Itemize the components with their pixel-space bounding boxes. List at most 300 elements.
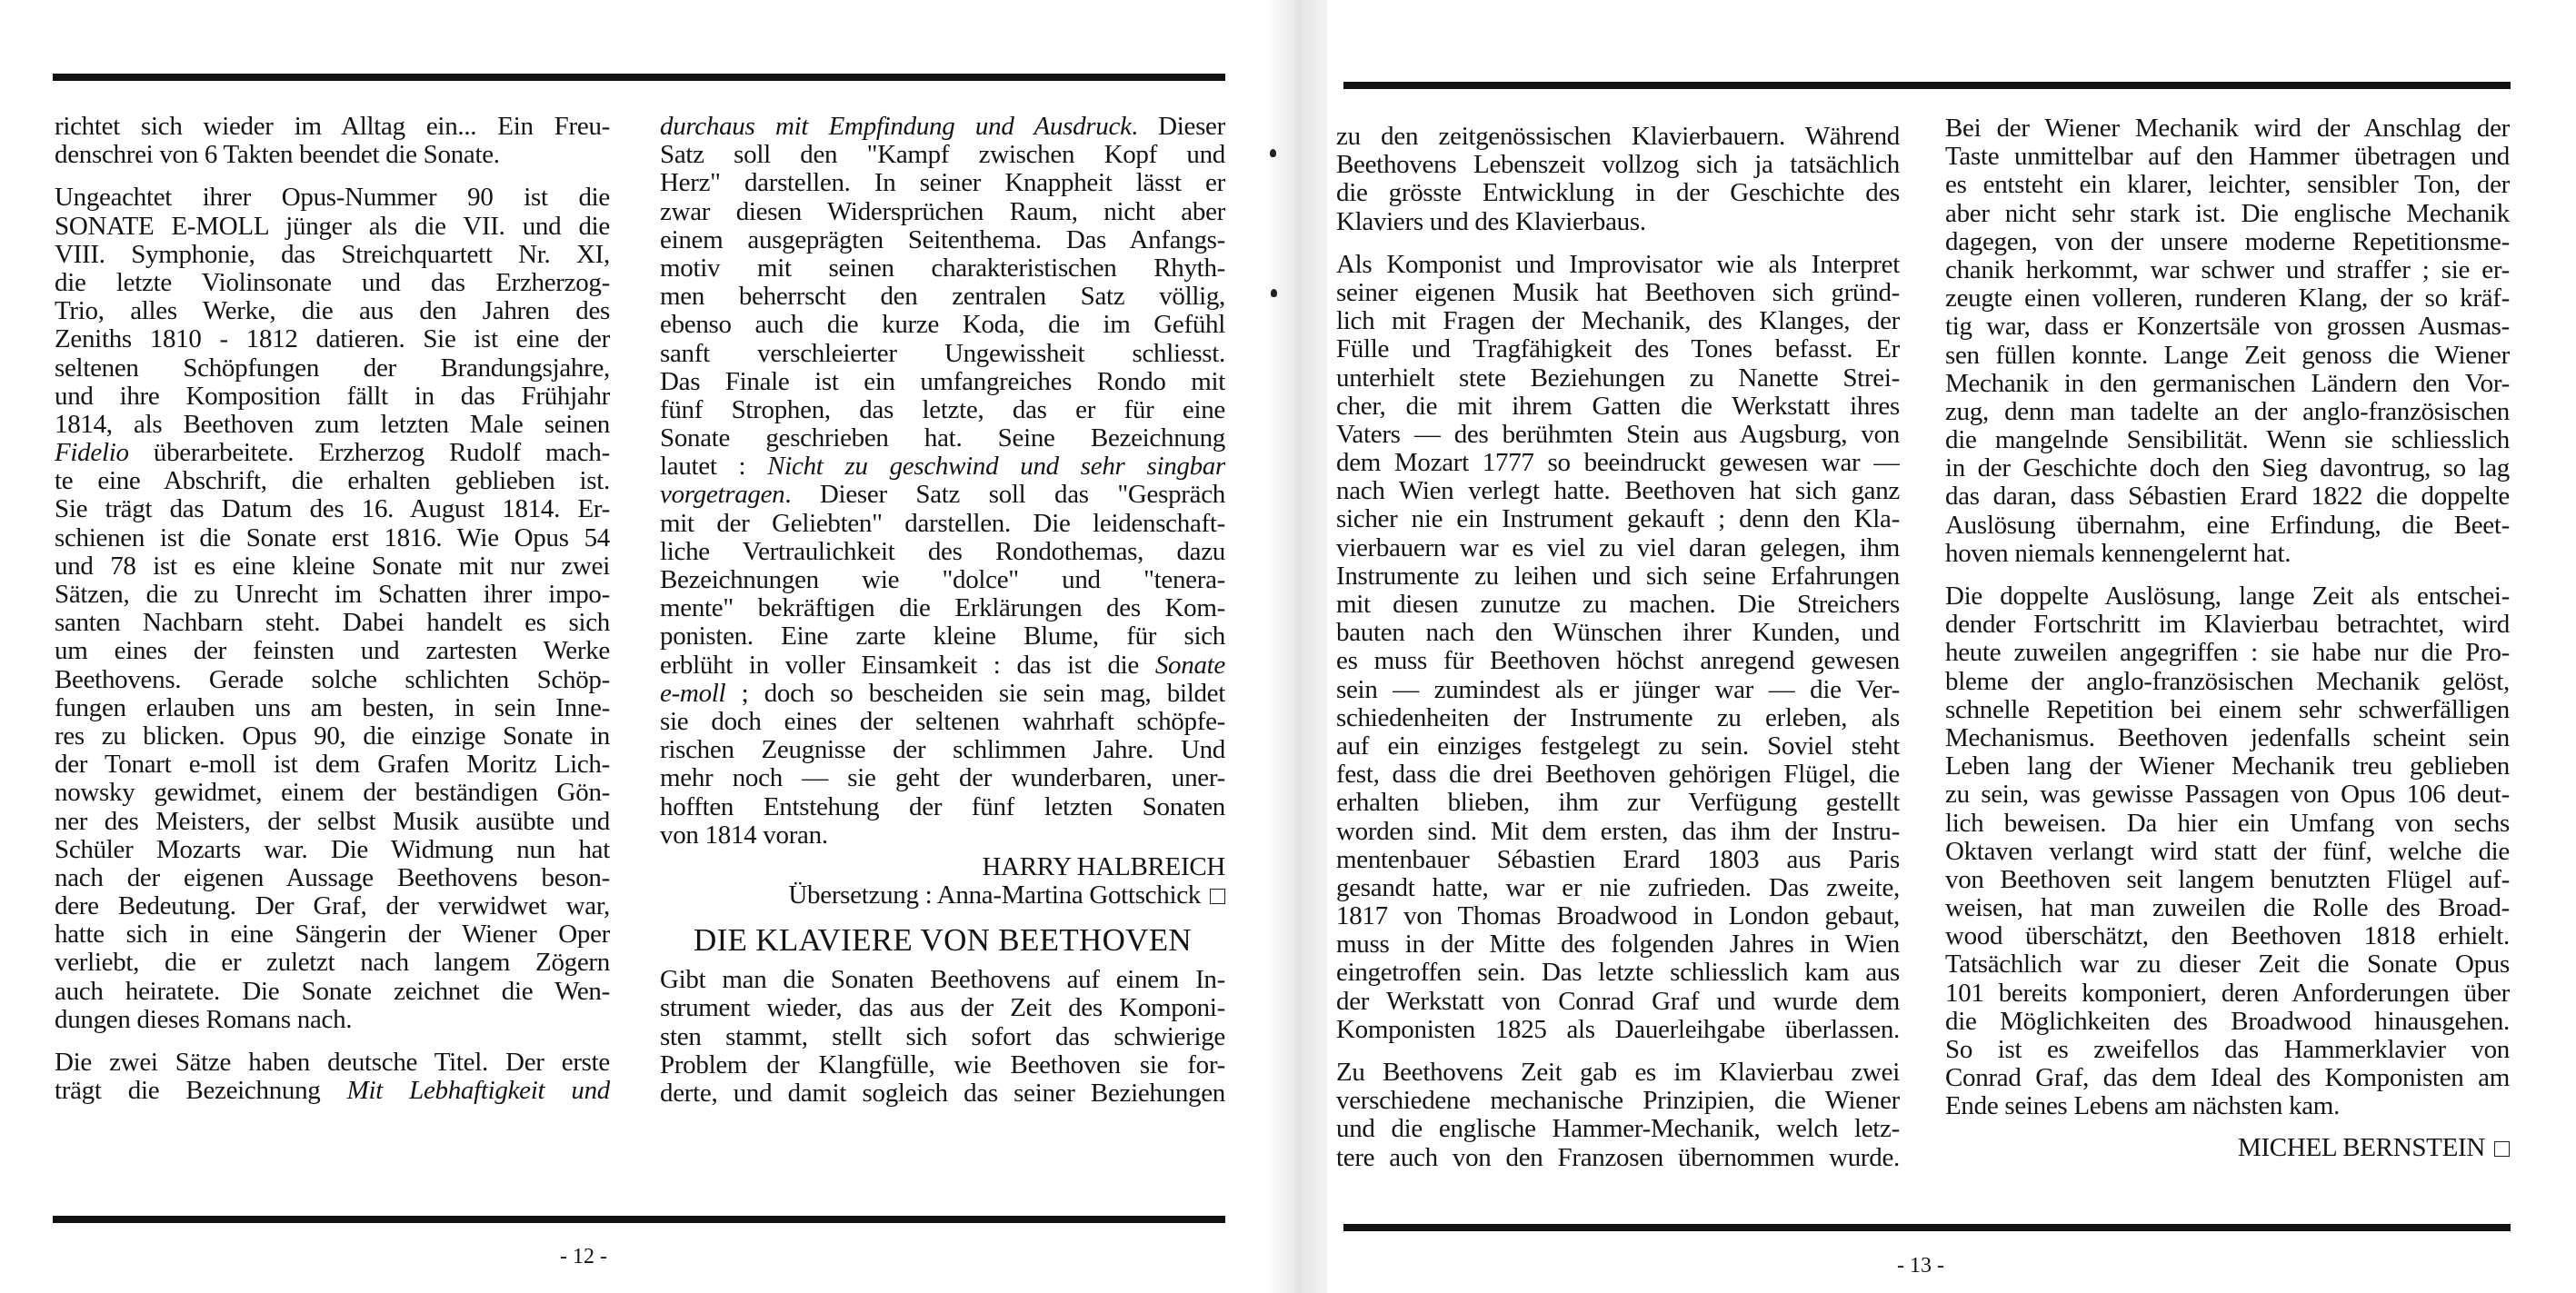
text-line — [1945, 171, 2510, 199]
line-text: sicher nie ein Instrument gekauft ; denn den Kla- — [1336, 505, 1900, 534]
text-line — [55, 467, 610, 495]
line-text: Zu Beethovens Zeit gab es im Klavierbau zwei — [1336, 1059, 1900, 1087]
text-line — [55, 439, 610, 467]
text-line — [55, 524, 610, 552]
paragraph-gap — [55, 169, 610, 184]
text-line — [660, 424, 1225, 453]
line-text: dender Fortschritt im Klavierbau betrachtet, wird — [1945, 611, 2510, 640]
line-text: bleme der anglo-französischen Mechanik gelöst, — [1945, 667, 2510, 696]
line-text: auch heiratete. Die Sonate zeichnet die Wen- — [55, 977, 610, 1006]
text-line — [1336, 761, 1900, 789]
text-line — [55, 637, 610, 665]
text-line — [1336, 902, 1900, 930]
text-line — [1945, 1008, 2510, 1036]
text-line — [1336, 279, 1900, 307]
line-text: mehr noch — sie geht der wunderbaren, uner- — [660, 764, 1225, 793]
paragraph-gap — [1945, 568, 2510, 582]
line-text: Mechanik in den germanischen Ländern den Vor- — [1945, 369, 2510, 398]
line-text: . Dieser — [1131, 113, 1225, 141]
end-mark-icon — [1210, 889, 1225, 904]
text-line — [1336, 818, 1900, 846]
text-line — [1336, 846, 1900, 874]
line-text: sie doch eines der seltenen wahrhaft schöpfe- — [660, 707, 1225, 736]
line-text: von Beethoven seit langem benutzten Flügel auf- — [1945, 865, 2510, 894]
book-gutter-shadow — [1263, 0, 1327, 1293]
line-text: mit diesen zunutze zu machen. Die Streichers — [1336, 591, 1900, 619]
line-text: sanft verschleierter Ungewissheit schliesst. — [660, 339, 1225, 368]
text-line — [1945, 200, 2510, 228]
line-text: nowsky gewidmet, einem der beständigen Gön- — [55, 779, 610, 808]
text-line — [1945, 696, 2510, 724]
text-line — [660, 622, 1225, 651]
line-text: Fülle und Tragfähigkeit des Tones befasst. Er — [1336, 335, 1900, 364]
text-line — [1945, 950, 2510, 979]
text-line — [1945, 668, 2510, 696]
line-text: Vaters — des berühmten Stein aus Augsburg, von — [1336, 420, 1900, 449]
line-text: lich mit Fragen der Mechanik, des Klanges, der — [1336, 307, 1900, 336]
text-line — [660, 793, 1225, 821]
line-text: hatte sich in eine Sängerin der Wiener Oper — [55, 920, 610, 950]
line-text: auf ein einziges festgelegt zu sein. Soviel steht — [1336, 731, 1900, 761]
line-text: Klaviers und des Klavierbaus. — [1336, 207, 1646, 236]
text-line — [1945, 1092, 2510, 1120]
author-signature: HARRY HALBREICH — [982, 852, 1225, 881]
text-line — [1945, 838, 2510, 866]
author-name: MICHEL BERNSTEIN — [2237, 1133, 2485, 1162]
text-line — [1336, 1087, 1900, 1115]
line-text: Beethovens Lebenszeit vollzog sich ja tatsächlich — [1336, 151, 1900, 180]
text-line — [55, 354, 610, 383]
text-line — [660, 510, 1225, 538]
line-text: Conrad Graf, das dem Ideal des Komponisten am — [1945, 1064, 2510, 1093]
text-line — [55, 609, 610, 637]
text-line — [1945, 482, 2510, 511]
text-line — [1336, 789, 1900, 817]
text-line — [1945, 454, 2510, 482]
line-text: chanik herkommt, war schwer und straffer ; sie er- — [1945, 255, 2510, 284]
text-line — [1945, 313, 2510, 341]
line-text: sten stammt, stellt sich sofort das schwierige — [660, 1022, 1225, 1051]
line-text: nach der eigenen Aussage Beethovens beson- — [55, 863, 610, 892]
text-line — [1945, 866, 2510, 894]
text-line — [1945, 724, 2510, 752]
text-line — [55, 411, 610, 439]
line-text: santen Nachbarn steht. Dabei handelt es sich — [55, 609, 610, 638]
line-text: Die zwei Sätze haben deutsche Titel. Der erste — [55, 1049, 610, 1077]
line-text: schiedenheiten der Instrumente zu erleben, als — [1336, 703, 1900, 732]
text-line — [55, 325, 610, 353]
text-line — [1945, 256, 2510, 284]
text-line — [1336, 307, 1900, 335]
line-text: muss in der Mitte des folgenden Jahres in Wien — [1336, 930, 1900, 960]
line-text: denschrei von 6 Takten beendet die Sonate. — [55, 141, 500, 170]
line-text: So ist es zweifellos das Hammerklavier von — [1945, 1036, 2510, 1064]
text-line — [1336, 421, 1900, 449]
text-line — [55, 113, 610, 141]
line-text: dere Bedeutung. Der Graf, der verwidwet war, — [55, 892, 610, 921]
italic-text: Nicht zu geschwind und sehr singbar — [767, 453, 1225, 482]
text-line — [1945, 980, 2510, 1008]
text-line — [660, 453, 1225, 481]
line-text: Gibt man die Sonaten Beethovens auf einem In- — [660, 966, 1225, 995]
line-text: in der Geschichte doch den Sieg davontrug, so lag — [1945, 454, 2510, 483]
line-text: der Tonart e-moll ist dem Grafen Moritz Lich- — [55, 751, 610, 780]
line-text: Schüler Mozarts war. Die Widmung nun hat — [55, 835, 610, 864]
line-text: zug, denn man tadelte an der anglo-französischen — [1945, 397, 2510, 426]
line-text: lich beweisen. Da hier ein Umfang von sechs — [1945, 809, 2510, 838]
line-text: mentenbauer Sébastien Erard 1803 aus Paris — [1336, 845, 1900, 874]
text-line — [1945, 512, 2510, 540]
line-text: derte, und damit sogleich das seiner Beziehungen — [660, 1079, 1225, 1108]
text-line — [660, 368, 1225, 396]
text-line — [1336, 874, 1900, 902]
text-line — [1945, 1064, 2510, 1092]
text-line — [660, 254, 1225, 283]
text-line — [55, 1006, 610, 1034]
author-signature — [1945, 1134, 2510, 1162]
text-line — [1945, 1036, 2510, 1064]
text-line — [1336, 1059, 1900, 1087]
section-body — [660, 966, 1225, 1108]
line-text: Komponisten 1825 als Dauerleihgabe überlassen. — [1336, 1015, 1900, 1044]
line-text: sein — zumindest als er jünger war — die Ver- — [1336, 675, 1900, 704]
line-text: Ende seines Lebens am nächsten kam. — [1945, 1092, 2341, 1121]
line-text: eingetroffen sein. Das letzte schliesslich kam aus — [1336, 959, 1900, 988]
text-line — [1945, 114, 2510, 143]
binding-mark-icon — [1270, 149, 1276, 157]
paragraph-gap — [55, 1034, 610, 1049]
line-text: von 1814 voran. — [660, 821, 828, 850]
line-text: Ungeachtet ihrer Opus-Nummer 90 ist die — [55, 184, 610, 213]
line-text: dem Mozart 1777 so beeindruckt gewesen war — — [1336, 449, 1900, 478]
line-text: Taste unmittelbar auf den Hammer übetragen und — [1945, 143, 2510, 172]
line-text: Oktaven verlangt wird statt der fünf, welche die — [1945, 837, 2510, 866]
text-line — [1945, 810, 2510, 838]
text-line — [1336, 959, 1900, 987]
text-line — [660, 680, 1225, 708]
text-line — [1336, 1016, 1900, 1044]
text-line — [660, 198, 1225, 226]
text-line — [55, 552, 610, 581]
line-text: Sie trägt das Datum des 16. August 1814. Er- — [55, 495, 610, 524]
line-text: heute zuweilen angegriffen : sie habe nur die Pro- — [1945, 639, 2510, 668]
line-text: worden sind. Mit dem ersten, das ihm der Instru- — [1336, 817, 1900, 846]
line-text: Zeniths 1810 - 1812 datieren. Sie ist eine der — [55, 325, 610, 354]
italic-text: vorgetragen — [660, 481, 785, 510]
line-text: Instrumente zu leihen und sich seine Erfahrungen — [1336, 562, 1900, 591]
text-line — [55, 779, 610, 807]
line-text: tig war, dass er Konzertsäle von grossen Ausmas- — [1945, 313, 2510, 342]
line-text: einem ausgeprägten Seitenthema. Das Anfangs- — [660, 225, 1225, 254]
text-line — [1945, 894, 2510, 922]
line-text: ner des Meisters, der selbst Musik ausübte und — [55, 807, 610, 836]
text-line — [660, 764, 1225, 792]
line-text: und 78 ist es eine kleine Sonate mit nur zwei — [55, 552, 610, 581]
line-text: hofften Entstehung der fünf letzten Sonaten — [660, 792, 1225, 821]
text-line — [1336, 179, 1900, 207]
text-line — [1336, 619, 1900, 647]
text-line — [55, 978, 610, 1006]
line-text: sen füllen konnte. Lange Zeit genoss die Wiener — [1945, 341, 2510, 370]
text-line — [660, 736, 1225, 764]
text-line — [1336, 1144, 1900, 1172]
text-line — [660, 311, 1225, 339]
text-line — [1336, 364, 1900, 393]
text-line — [660, 481, 1225, 509]
text-line — [1336, 123, 1900, 151]
line-text: die letzte Violinsonate und das Erzherzog- — [55, 268, 610, 297]
text-line — [660, 226, 1225, 254]
text-line — [55, 694, 610, 722]
paragraph-gap — [1336, 1044, 1900, 1059]
line-text: SONATE E-MOLL jünger als die VII. und die — [55, 212, 610, 241]
section-heading: DIE KLAVIERE VON BEETHOVEN — [694, 922, 1192, 959]
text-line — [660, 821, 1225, 850]
text-line — [55, 751, 610, 779]
line-text: mit der Geliebten" darstellen. Die leidenschaft- — [660, 509, 1225, 538]
text-line — [1336, 449, 1900, 477]
text-line — [1336, 732, 1900, 761]
line-text: hoven niemals kennengelernt hat. — [1945, 539, 2291, 568]
line-text: ponisten. Eine zarte kleine Blume, für sich — [660, 622, 1225, 651]
text-line — [1336, 251, 1900, 279]
line-text: die mangelnde Sensibilität. Wenn sie schliesslich — [1945, 426, 2510, 455]
text-line — [1336, 1115, 1900, 1143]
line-text: strument wieder, das aus der Zeit des Komponi- — [660, 994, 1225, 1023]
line-text: . Dieser Satz soll das "Gespräch — [784, 481, 1225, 510]
line-text: Trio, alles Werke, die aus den Jahren des — [55, 297, 610, 326]
text-line — [660, 566, 1225, 594]
text-line — [660, 708, 1225, 736]
top-rule-right — [1343, 82, 2511, 89]
text-line — [1336, 930, 1900, 959]
text-line — [1945, 611, 2510, 639]
line-text: dagegen, von der unsere moderne Repetitionsme- — [1945, 227, 2510, 256]
text-line — [1336, 335, 1900, 363]
text-line — [1945, 922, 2510, 950]
line-text: Problem der Klangfülle, wie Beethoven sie for- — [660, 1050, 1225, 1079]
page-number-right: - 13 - — [1897, 1254, 1944, 1278]
line-text: es entsteht ein klarer, leichter, sensibler Ton, der — [1945, 171, 2510, 200]
right-column-2 — [1945, 114, 2510, 1162]
text-line — [55, 808, 610, 836]
text-line — [1336, 534, 1900, 562]
text-line — [55, 1049, 610, 1077]
text-line — [1336, 208, 1900, 236]
text-line — [660, 141, 1225, 169]
line-text: motiv mit seinen charakteristischen Rhyth- — [660, 254, 1225, 283]
line-text: mente" bekräftigen die Erklärungen des Kom- — [660, 594, 1225, 623]
line-text: 1814, als Beethoven zum letzten Male seinen — [55, 410, 610, 439]
line-text: nach Wien verlegt hatte. Beethoven hat sich ganz — [1336, 477, 1900, 506]
text-line — [55, 141, 610, 169]
line-text: res zu blicken. Opus 90, die einzige Sonate in — [55, 721, 610, 751]
text-line — [1945, 752, 2510, 781]
text-line — [55, 666, 610, 694]
line-text: bauten nach den Wünschen ihrer Kunden, und — [1336, 619, 1900, 648]
line-text: zeugte einen volleren, runderen Klang, der so kräf- — [1945, 284, 2510, 313]
text-line — [1945, 398, 2510, 426]
line-text: um eines der feinsten und zartesten Werke — [55, 637, 610, 666]
text-line — [660, 651, 1225, 680]
line-text: Die doppelte Auslösung, lange Zeit als entschei- — [1945, 582, 2510, 611]
line-text: überarbeitete. Erzherzog Rudolf mach- — [128, 439, 610, 468]
line-text: 101 bereits komponiert, deren Anforderungen über — [1945, 979, 2510, 1008]
line-text: der Werkstatt von Conrad Graf und wurde dem — [1336, 987, 1900, 1016]
text-line — [1945, 370, 2510, 398]
text-line — [1336, 477, 1900, 505]
column-4-body — [1945, 114, 2510, 1121]
bottom-rule-right — [1343, 1224, 2511, 1231]
line-text: Das Finale ist ein umfangreiches Rondo mit — [660, 367, 1225, 396]
line-text: wood überschätzt, den Beethoven 1818 erhielt. — [1945, 922, 2510, 951]
text-line — [1945, 781, 2510, 809]
italic-text: Mit Lebhaftigkeit und — [346, 1077, 610, 1106]
binding-mark-icon — [1271, 289, 1277, 297]
line-text: es muss für Beethoven höchst anregend gewesen — [1336, 647, 1900, 676]
column-2-body — [660, 113, 1225, 850]
end-mark-icon — [2494, 1141, 2510, 1157]
line-text: liche Vertraulichkeit des Rondothemas, dazu — [660, 537, 1225, 566]
text-line — [55, 892, 610, 920]
line-text: und die englische Hammer-Mechanik, welch letz- — [1336, 1115, 1900, 1144]
text-line — [55, 495, 610, 523]
line-text: fest, dass die drei Beethoven gehörigen Flügel, die — [1336, 761, 1900, 790]
line-text: Als Komponist und Improvisator wie als Interpret — [1336, 250, 1900, 279]
line-text: verschiedene mechanische Prinzipien, die Wiener — [1336, 1087, 1900, 1116]
text-line — [1336, 988, 1900, 1016]
text-line — [1336, 562, 1900, 591]
italic-text: Sonate — [1154, 651, 1225, 680]
left-column-2 — [660, 113, 1225, 1108]
left-column-1 — [55, 113, 610, 1105]
line-text: schnelle Repetition bei einem sehr schwerfälligen — [1945, 695, 2510, 724]
text-line — [1336, 151, 1900, 179]
text-line — [1945, 426, 2510, 454]
line-text: aber nicht sehr stark ist. Die englische Mechanik — [1945, 199, 2510, 228]
text-line — [55, 581, 610, 609]
text-line — [1945, 540, 2510, 568]
translation-credit — [660, 881, 1225, 910]
text-line — [55, 1077, 610, 1105]
line-text: zu den zeitgenössischen Klavierbauern. Während — [1336, 123, 1900, 151]
line-text: dungen dieses Romans nach. — [55, 1005, 353, 1034]
line-text: cher, die mit ihrem Gatten die Werkstatt ihres — [1336, 392, 1900, 421]
text-line — [55, 722, 610, 751]
text-line — [1945, 284, 2510, 313]
right-column-1 — [1336, 123, 1900, 1172]
line-text: seiner eigenen Musik hat Beethoven sich gründ- — [1336, 278, 1900, 307]
line-text: schienen ist die Sonate erst 1816. Wie Opus 54 — [55, 523, 610, 552]
line-text: Beethovens. Gerade solche schlichten Schöp- — [55, 665, 610, 694]
line-text: VIII. Symphonie, das Streichquartett Nr. XI, — [55, 240, 610, 269]
line-text: fünf Strophen, das letzte, das er für eine — [660, 395, 1225, 424]
italic-text: durchaus mit Empfindung und Ausdruck — [660, 113, 1132, 141]
line-text: zwar diesen Widersprüchen Raum, nicht aber — [660, 197, 1225, 226]
line-text: lautet : — [660, 453, 768, 482]
text-line — [660, 283, 1225, 311]
text-line — [1336, 676, 1900, 704]
bottom-rule-left — [53, 1216, 1225, 1223]
line-text: Sonate geschrieben hat. Seine Bezeichnung — [660, 424, 1225, 453]
text-line — [55, 864, 610, 892]
text-line — [660, 966, 1225, 994]
line-text: Herz" darstellen. In seiner Knappheit lässt er — [660, 169, 1225, 198]
line-text: erhalten blieben, ihm zur Verfügung gestellt — [1336, 789, 1900, 818]
line-text: trägt die Bezeichnung — [55, 1077, 347, 1106]
line-text: und ihre Komposition fällt in das Frühjahr — [55, 382, 610, 411]
text-line — [55, 836, 610, 864]
text-line — [1945, 342, 2510, 370]
paragraph-gap — [1336, 236, 1900, 251]
text-line — [55, 383, 610, 411]
line-text: erblüht in voller Einsamkeit : das ist die — [660, 651, 1155, 680]
text-line — [660, 1023, 1225, 1051]
line-text: Bezeichnungen wie "dolce" und "tenera- — [660, 566, 1225, 594]
italic-text: Fidelio — [55, 439, 129, 468]
line-text: men beherrscht den zentralen Satz völlig, — [660, 283, 1225, 312]
line-text: tere auch von den Franzosen übernommen wurde. — [1336, 1143, 1900, 1172]
line-text: ; doch so bescheiden sie sein mag, bildet — [725, 679, 1225, 708]
text-line — [1336, 704, 1900, 732]
line-text: Mechanismus. Beethoven jedenfalls scheint sein — [1945, 723, 2510, 752]
text-line — [55, 213, 610, 241]
line-text: Satz soll den "Kampf zwischen Kopf und — [660, 141, 1225, 170]
italic-text: e-moll — [660, 679, 726, 708]
text-line — [660, 1079, 1225, 1108]
translation-text: Übersetzung : Anna-Martina Gottschick — [788, 881, 1201, 910]
line-text: das daran, dass Sébastien Erard 1822 die doppelte — [1945, 482, 2510, 512]
text-line — [660, 113, 1225, 141]
text-line — [660, 1051, 1225, 1079]
page-number-left: - 12 - — [560, 1245, 607, 1268]
line-text: te eine Abschrift, die erhalten geblieben ist. — [55, 467, 610, 496]
text-line — [1336, 393, 1900, 421]
text-line — [660, 396, 1225, 424]
line-text: Sätzen, die zu Unrecht im Schatten ihrer impo- — [55, 581, 610, 609]
text-line — [1945, 228, 2510, 256]
text-line — [660, 594, 1225, 622]
text-line — [55, 920, 610, 949]
text-line — [1336, 505, 1900, 533]
line-text: unterhielt stete Beziehungen zu Nanette Strei- — [1336, 363, 1900, 393]
top-rule-left — [53, 74, 1225, 81]
line-text: Bei der Wiener Mechanik wird der Anschlag der — [1945, 114, 2510, 143]
text-line — [55, 297, 610, 325]
line-text: verliebt, die er zuletzt nach langem Zögern — [55, 949, 610, 978]
line-text: seltenen Schöpfungen der Brandungsjahre, — [55, 353, 610, 383]
line-text: richtet sich wieder im Alltag ein... Ein Freu- — [55, 113, 610, 141]
text-line — [1945, 639, 2510, 667]
line-text: die Möglichkeiten des Broadwood hinausgehen. — [1945, 1007, 2510, 1036]
text-line — [660, 538, 1225, 566]
text-line — [660, 994, 1225, 1022]
line-text: vierbauern war es viel zu viel daran gelegen, ihm — [1336, 533, 1900, 562]
line-text: die grösste Entwicklung in der Geschichte des — [1336, 179, 1900, 208]
line-text: 1817 von Thomas Broadwood in London gebaut, — [1336, 902, 1900, 931]
line-text: zu sein, was gewisse Passagen von Opus 106 deut- — [1945, 781, 2510, 810]
line-text: weisen, hat man zuweilen die Rolle des Broad- — [1945, 894, 2510, 923]
line-text: ebenso auch die kurze Koda, die im Gefühl — [660, 311, 1225, 340]
text-line — [660, 340, 1225, 368]
line-text: rischen Zeugnisse der schlimmen Jahre. Und — [660, 736, 1225, 765]
text-line — [1336, 591, 1900, 619]
text-line — [55, 949, 610, 977]
line-text: Leben lang der Wiener Mechanik treu geblieben — [1945, 752, 2510, 781]
text-line — [55, 184, 610, 212]
text-line — [1336, 647, 1900, 675]
line-text: gesandt hatte, war er nie zufrieden. Das zweite, — [1336, 873, 1900, 902]
